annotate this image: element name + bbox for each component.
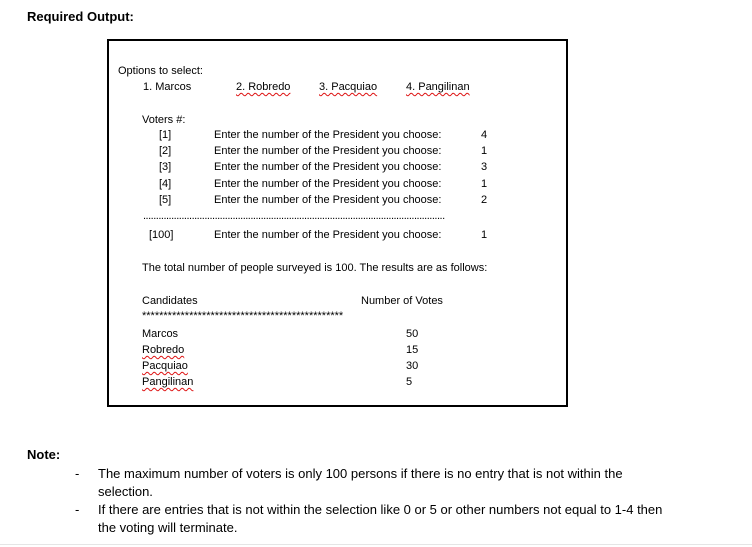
- option-1: 1. Marcos: [143, 81, 192, 93]
- note-item-line: If there are entries that is not within the selection like 0 or 5 or other numbers not equal to 1-4 then: [98, 502, 663, 517]
- voter-last-num: [100]: [149, 229, 174, 241]
- voter-row-num: [5]: [159, 194, 172, 206]
- voter-row-value: 1: [481, 145, 488, 157]
- note-item-line: selection.: [98, 484, 153, 499]
- separator-dots: ......................................................................................................................: [143, 210, 445, 222]
- voter-row-value: 4: [481, 129, 488, 141]
- votes-header: Number of Votes: [361, 295, 443, 307]
- voter-row-num: [1]: [159, 129, 172, 141]
- option-4: 4. Pangilinan: [406, 81, 470, 93]
- candidate-votes: 5: [406, 376, 413, 388]
- required-output-heading: Required Output:: [27, 9, 134, 24]
- voter-row-value: 3: [481, 161, 488, 173]
- voter-row-value: 2: [481, 194, 488, 206]
- note-item-line: the voting will terminate.: [98, 520, 238, 535]
- option-3: 3. Pacquiao: [319, 81, 378, 93]
- voter-row-prompt: Enter the number of the President you choose:: [214, 161, 442, 173]
- note-label: Note:: [27, 447, 61, 462]
- candidate-name: Pacquiao: [142, 360, 188, 372]
- bottom-divider: [0, 544, 752, 545]
- voter-row-num: [3]: [159, 161, 172, 173]
- note-item-line: The maximum number of voters is only 100 persons if there is no entry that is not within the: [98, 466, 623, 481]
- candidate-name: Pangilinan: [142, 376, 194, 388]
- candidate-votes: 50: [406, 328, 419, 340]
- note-bullet: -: [75, 502, 80, 517]
- voter-row-num: [4]: [159, 178, 172, 190]
- voters-label: Voters #:: [142, 114, 186, 126]
- note-bullet: -: [75, 466, 80, 481]
- voter-row-prompt: Enter the number of the President you choose:: [214, 145, 442, 157]
- voter-row-prompt: Enter the number of the President you choose:: [214, 129, 442, 141]
- voter-row-prompt: Enter the number of the President you choose:: [214, 194, 442, 206]
- candidate-name: Robredo: [142, 344, 185, 356]
- stars-divider: ***********************************************: [142, 310, 344, 322]
- candidates-header: Candidates: [142, 295, 198, 307]
- candidate-votes: 15: [406, 344, 419, 356]
- summary-text: The total number of people surveyed is 100. The results are as follows:: [142, 262, 488, 274]
- voter-row-prompt: Enter the number of the President you choose:: [214, 178, 442, 190]
- options-label: Options to select:: [118, 65, 203, 77]
- voter-row-num: [2]: [159, 145, 172, 157]
- option-2: 2. Robredo: [236, 81, 291, 93]
- candidate-name: Marcos: [142, 328, 179, 340]
- voter-last-value: 1: [481, 229, 488, 241]
- voter-row-value: 1: [481, 178, 488, 190]
- voter-last-prompt: Enter the number of the President you choose:: [214, 229, 442, 241]
- candidate-votes: 30: [406, 360, 419, 372]
